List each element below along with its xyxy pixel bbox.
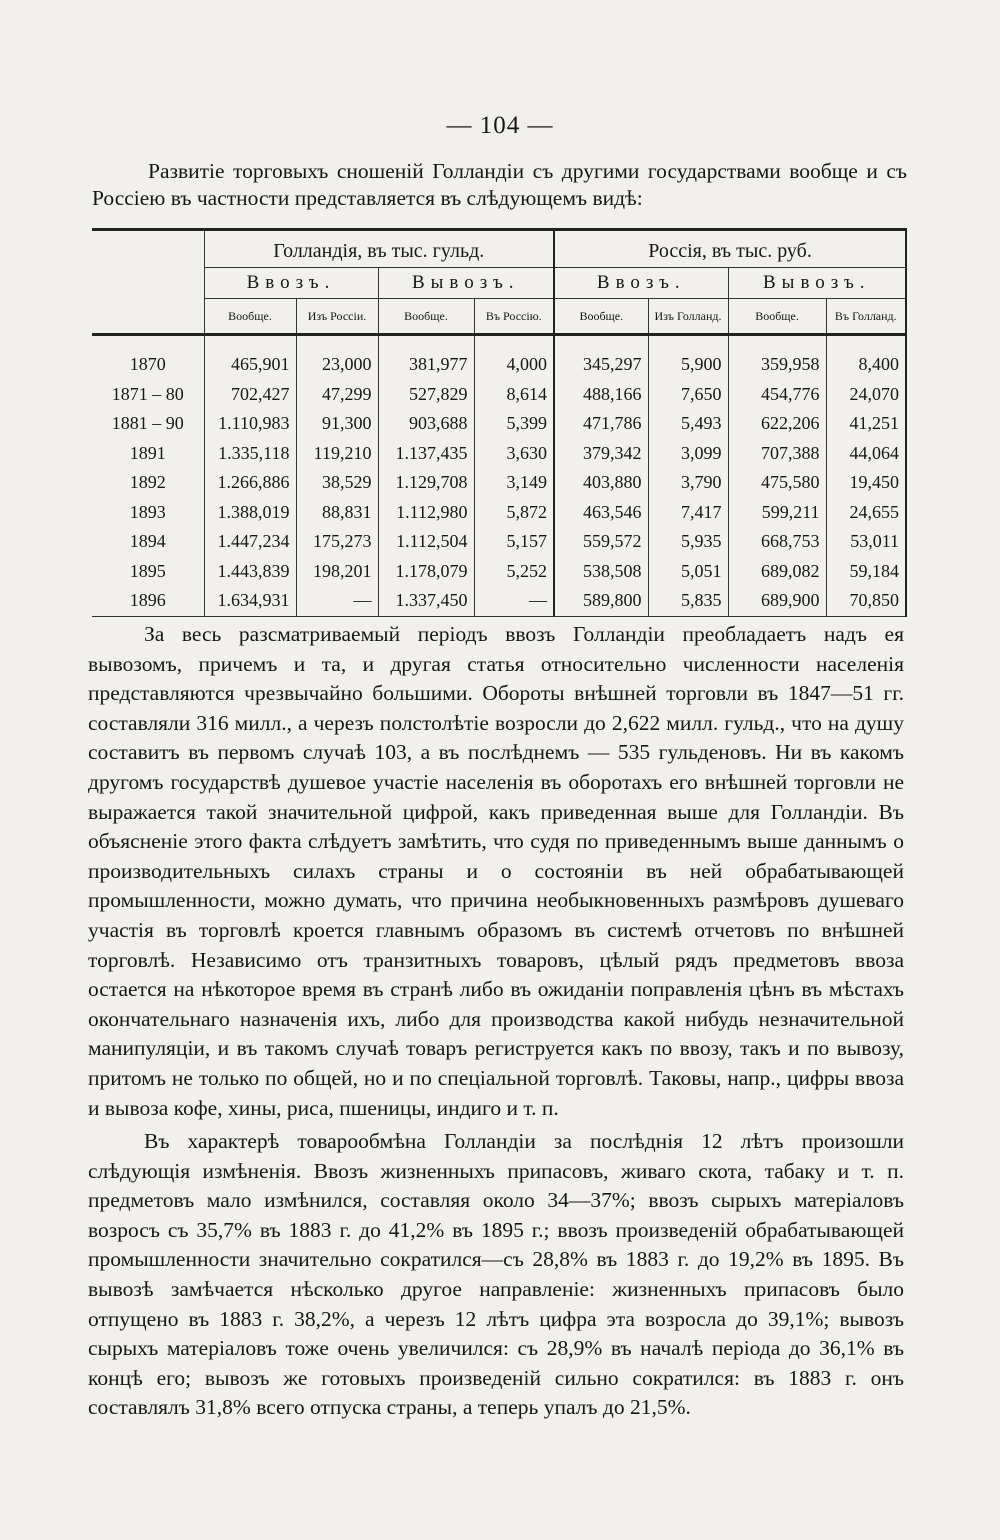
value-cell: 1.137,435 — [378, 439, 474, 469]
value-cell: 1.447,234 — [204, 527, 296, 557]
value-cell: 471,786 — [554, 409, 648, 439]
year-cell: 1871 – 80 — [111, 383, 184, 404]
value-cell: 488,166 — [554, 380, 648, 410]
value-cell: 5,835 — [648, 586, 728, 616]
value-cell: 668,753 — [728, 527, 826, 557]
russia-import-header: Ввозъ. — [554, 268, 728, 299]
value-cell: 538,508 — [554, 557, 648, 587]
value-cell: 463,546 — [554, 498, 648, 528]
value-cell: 1.443,839 — [204, 557, 296, 587]
value-cell: 3,149 — [474, 468, 554, 498]
value-cell: 381,977 — [378, 350, 474, 380]
value-cell: 119,210 — [296, 439, 378, 469]
trade-table — [92, 228, 907, 617]
year-cell: 1891 — [129, 442, 166, 463]
value-cell: 7,417 — [648, 498, 728, 528]
value-cell: 38,529 — [296, 468, 378, 498]
holland-export-header: Вывозъ. — [378, 268, 554, 299]
value-cell: 589,800 — [554, 586, 648, 616]
value-cell: 5,051 — [648, 557, 728, 587]
value-cell: 91,300 — [296, 409, 378, 439]
table-row — [92, 380, 906, 410]
value-cell: 379,342 — [554, 439, 648, 469]
year-cell: 1896 — [92, 586, 204, 616]
value-cell: 1.112,504 — [378, 527, 474, 557]
value-cell: 41,251 — [826, 409, 906, 439]
value-cell: 175,273 — [296, 527, 378, 557]
value-cell: 59,184 — [826, 557, 906, 587]
value-cell: 1.335,118 — [204, 439, 296, 469]
value-cell: 3,630 — [474, 439, 554, 469]
russia-group-header: Россія, въ тыс. руб. — [554, 230, 906, 268]
value-cell: 1.129,708 — [378, 468, 474, 498]
col-holland-import-total: Вообще. — [204, 299, 296, 335]
value-cell: 3,790 — [648, 468, 728, 498]
value-cell: 44,064 — [826, 439, 906, 469]
value-cell: 53,011 — [826, 527, 906, 557]
value-cell: 1.178,079 — [378, 557, 474, 587]
value-cell: 5,399 — [474, 409, 554, 439]
value-cell: 5,900 — [648, 350, 728, 380]
table-row — [92, 439, 906, 469]
value-cell: — — [474, 586, 554, 616]
value-cell: 454,776 — [728, 380, 826, 410]
value-cell: 1.266,886 — [204, 468, 296, 498]
value-cell: 903,688 — [378, 409, 474, 439]
year-cell: 1893 — [129, 501, 166, 522]
value-cell: 4,000 — [474, 350, 554, 380]
value-cell: 707,388 — [728, 439, 826, 469]
table-row — [92, 557, 906, 587]
value-cell: 345,297 — [554, 350, 648, 380]
value-cell: 198,201 — [296, 557, 378, 587]
value-cell: 3,099 — [648, 439, 728, 469]
value-cell: 527,829 — [378, 380, 474, 410]
paragraph: Въ характерѣ товарообмѣна Голландіи за послѣднія 12 лѣтъ произошли слѣдующія измѣненія. Ввозъ жизненныхъ припасовъ, живаго скота, табаку и т. п. предметовъ мало измѣнился, составляя около 34—37%; ввозъ сырыхъ матеріаловъ возросъ съ 35,7% въ 1883 г. до 41,2% въ 1895 г.; ввозъ произведеній обрабатывающей промышленности значительно сократился—съ 28,8% въ 1883 г. до 19,2% въ 1895. Въ вывозѣ замѣчается нѣсколько другое направленіе: жизненныхъ припасовъ было отпущено въ 1883 г. 38,2%, а черезъ 12 лѣтъ цифра эта возросла до 39,1%; вывозъ сырыхъ матеріаловъ тоже очень увеличился: съ 28,9% въ началѣ періода до 36,1% въ концѣ его; вывозъ же готовыхъ произведеній сильно сократился: въ 1883 г. онъ составлялъ 31,8% всего отпуска страны, а теперь упалъ до 21,5%. — [88, 1129, 904, 1420]
page-number: — 104 — — [446, 112, 554, 139]
value-cell: 88,831 — [296, 498, 378, 528]
value-cell: 1.337,450 — [378, 586, 474, 616]
col-russia-import-from-holland: Изъ Голланд. — [648, 299, 728, 335]
value-cell: 622,206 — [728, 409, 826, 439]
intro-paragraph: Развитіе торговыхъ сношеній Голландіи съ другими государствами вообще и съ Россіею въ частности представляется въ слѣдующемъ видѣ: — [92, 159, 907, 210]
value-cell: 8,400 — [826, 350, 906, 380]
value-cell: 8,614 — [474, 380, 554, 410]
value-cell: 23,000 — [296, 350, 378, 380]
value-cell: 689,082 — [728, 557, 826, 587]
value-cell: 1.112,980 — [378, 498, 474, 528]
col-russia-import-total: Вообще. — [554, 299, 648, 335]
year-cell: 1894 — [129, 531, 166, 552]
value-cell: 1.110,983 — [204, 409, 296, 439]
col-holland-import-from-russia: Изъ Россіи. — [296, 299, 378, 335]
year-cell: 1870 — [129, 354, 166, 375]
value-cell: 5,872 — [474, 498, 554, 528]
year-cell: 1881 – 90 — [111, 413, 184, 434]
value-cell: 24,655 — [826, 498, 906, 528]
value-cell: 559,572 — [554, 527, 648, 557]
table-row — [92, 498, 906, 528]
col-russia-export-to-holland: Въ Голланд. — [826, 299, 906, 335]
col-holland-export-to-russia: Въ Россію. — [474, 299, 554, 335]
table-row — [92, 409, 906, 439]
col-holland-export-total: Вообще. — [378, 299, 474, 335]
value-cell: 47,299 — [296, 380, 378, 410]
value-cell: 702,427 — [204, 380, 296, 410]
value-cell: — — [296, 586, 378, 616]
body-text — [88, 620, 904, 1423]
value-cell: 5,493 — [648, 409, 728, 439]
value-cell: 5,252 — [474, 557, 554, 587]
year-header — [92, 230, 204, 335]
value-cell: 5,157 — [474, 527, 554, 557]
table-row — [92, 527, 906, 557]
value-cell: 475,580 — [728, 468, 826, 498]
table-row — [92, 350, 906, 380]
holland-group-header: Голландія, въ тыс. гульд. — [204, 230, 554, 268]
value-cell: 1.634,931 — [204, 586, 296, 616]
value-cell: 465,901 — [204, 350, 296, 380]
value-cell: 24,070 — [826, 380, 906, 410]
value-cell: 1.388,019 — [204, 498, 296, 528]
russia-export-header: Вывозъ. — [728, 268, 906, 299]
value-cell: 359,958 — [728, 350, 826, 380]
value-cell: 403,880 — [554, 468, 648, 498]
value-cell: 7,650 — [648, 380, 728, 410]
paragraph: За весь разсматриваемый періодъ ввозъ Голландіи преобладаетъ надъ ея вывозомъ, причемъ и та, и другая статья относительно численности населенія представляются чрезвычайно большими. Обороты внѣшней торговли въ 1847—51 гг. составляли 316 милл., а черезъ полстолѣтіе возросли до 2,622 милл. гульд., что на душу составитъ въ первомъ случаѣ 103, а въ послѣднемъ — 535 гульденовъ. Ни въ какомъ другомъ государствѣ душевое участіе населенія въ оборотахъ его внѣшней торговли не выражается такой значительной цифрой, какъ приведенная выше для Голландіи. Въ объясненіе этого факта слѣдуетъ замѣтить, что судя по приведеннымъ выше даннымъ о производительныхъ силахъ страны и о состояніи въ ней обрабатывающей промышленности, можно думать, что причина необыкновенныхъ размѣровъ душеваго участія въ торговлѣ кроется главнымъ образомъ въ системѣ отчетовъ по внѣшней торговлѣ. Независимо отъ транзитныхъ товаровъ, цѣлый рядъ предметовъ ввоза остается на нѣкоторое время въ странѣ либо въ ожиданіи поправленія цѣнъ въ мѣстахъ окончательнаго назначенія ихъ, либо для производства какой нибудь незначительной манипуляціи, и въ такомъ случаѣ товаръ региструется какъ по ввозу, такъ и по вывозу, притомъ не только по общей, но и по спеціальной торговлѣ. Таковы, напр., цифры ввоза и вывоза кофе, хины, риса, пшеницы, индиго и т. п. — [88, 622, 904, 1120]
year-cell: 1895 — [129, 560, 166, 581]
year-cell: 1892 — [129, 472, 166, 493]
col-russia-export-total: Вообще. — [728, 299, 826, 335]
value-cell: 19,450 — [826, 468, 906, 498]
table-row — [92, 586, 906, 616]
value-cell: 689,900 — [728, 586, 826, 616]
table-row — [92, 468, 906, 498]
value-cell: 599,211 — [728, 498, 826, 528]
holland-import-header: Ввозъ. — [204, 268, 378, 299]
value-cell: 70,850 — [826, 586, 906, 616]
value-cell: 5,935 — [648, 527, 728, 557]
